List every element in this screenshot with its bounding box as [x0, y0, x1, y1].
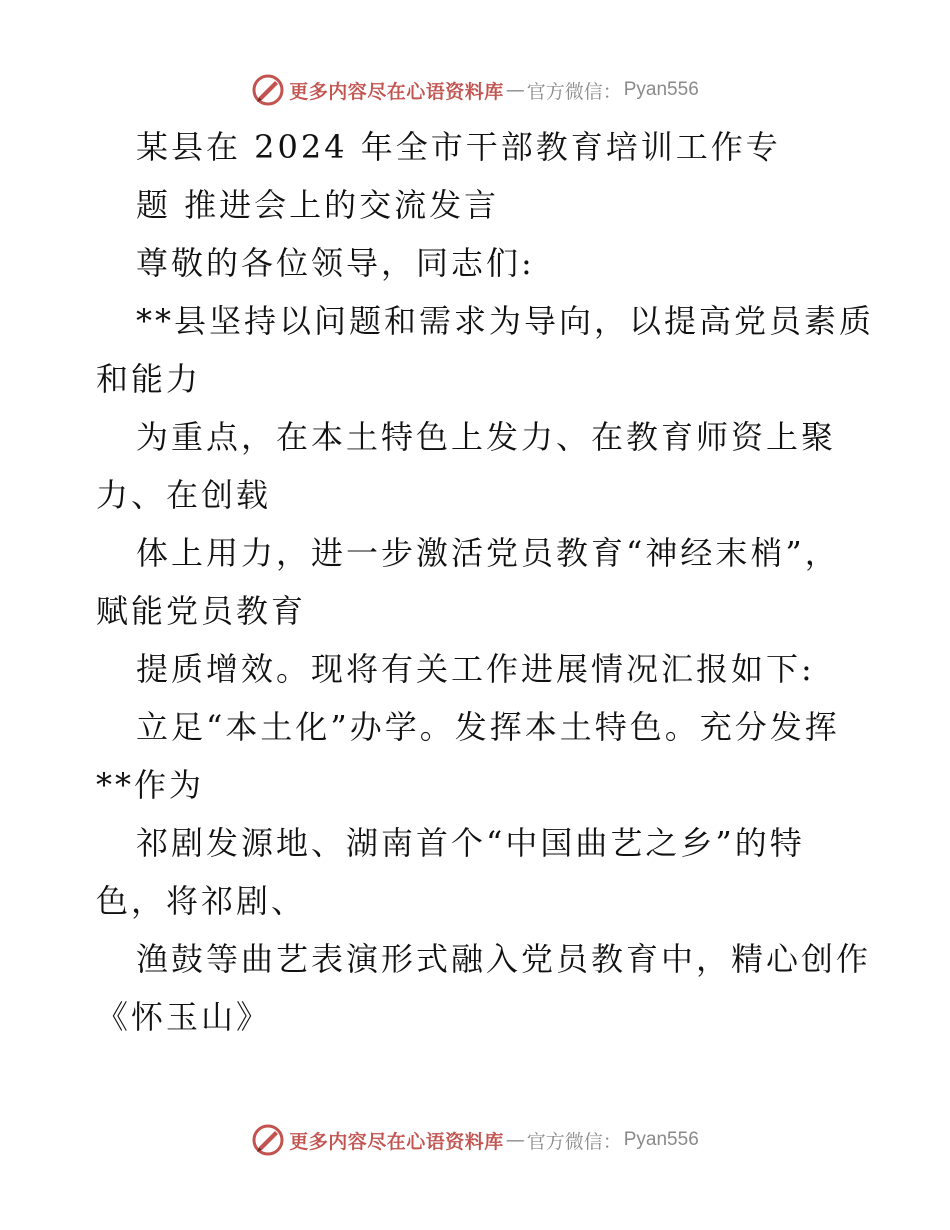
pen-logo-icon: [251, 1123, 285, 1157]
paragraph-line: 祁剧发源地、湖南首个“中国曲艺之乡”的特: [136, 824, 805, 862]
document-title-line: 某县在 2024 年全市干部教育培训工作专: [136, 128, 781, 166]
document-body: [0, 118, 950, 1046]
watermark-label: 官方微信：: [526, 80, 622, 103]
paragraph-line: 和能力: [96, 360, 202, 398]
watermark-text: 更多内容尽在心语资料库: [289, 80, 504, 103]
footer-watermark: [0, 1118, 950, 1162]
paragraph-line: 力、在创载: [96, 476, 272, 514]
paragraph-line: 《怀玉山》: [96, 998, 272, 1036]
paragraph-line: 赋能党员教育: [96, 592, 307, 630]
paragraph-line: **作为: [96, 766, 205, 804]
pen-logo-icon: [251, 73, 285, 107]
watermark-id: Pyan556: [623, 79, 699, 100]
watermark-label: 官方微信：: [526, 1130, 622, 1153]
paragraph-line: 色，将祁剧、: [96, 882, 307, 920]
paragraph-line: 体上用力，进一步激活党员教育“神经末梢”，: [136, 534, 840, 572]
watermark-separator: —: [505, 79, 525, 101]
paragraph-line: 立足“本土化”办学。发挥本土特色。充分发挥: [136, 708, 840, 746]
watermark-text: 更多内容尽在心语资料库: [289, 1130, 504, 1153]
paragraph-line: **县坚持以问题和需求为导向，以提高党员素质: [136, 302, 875, 340]
paragraph-line: 渔鼓等曲艺表演形式融入党员教育中，精心创作: [136, 940, 872, 978]
paragraph-line: 提质增效。现将有关工作进展情况汇报如下:: [136, 650, 815, 688]
salutation: 尊敬的各位领导，同志们:: [136, 244, 535, 282]
watermark-separator: —: [505, 1129, 525, 1151]
header-watermark: [0, 68, 950, 112]
paragraph-line: 为重点，在本土特色上发力、在教育师资上聚: [136, 418, 837, 456]
watermark-id: Pyan556: [623, 1129, 699, 1150]
document-title-line: 题 推进会上的交流发言: [136, 186, 500, 224]
